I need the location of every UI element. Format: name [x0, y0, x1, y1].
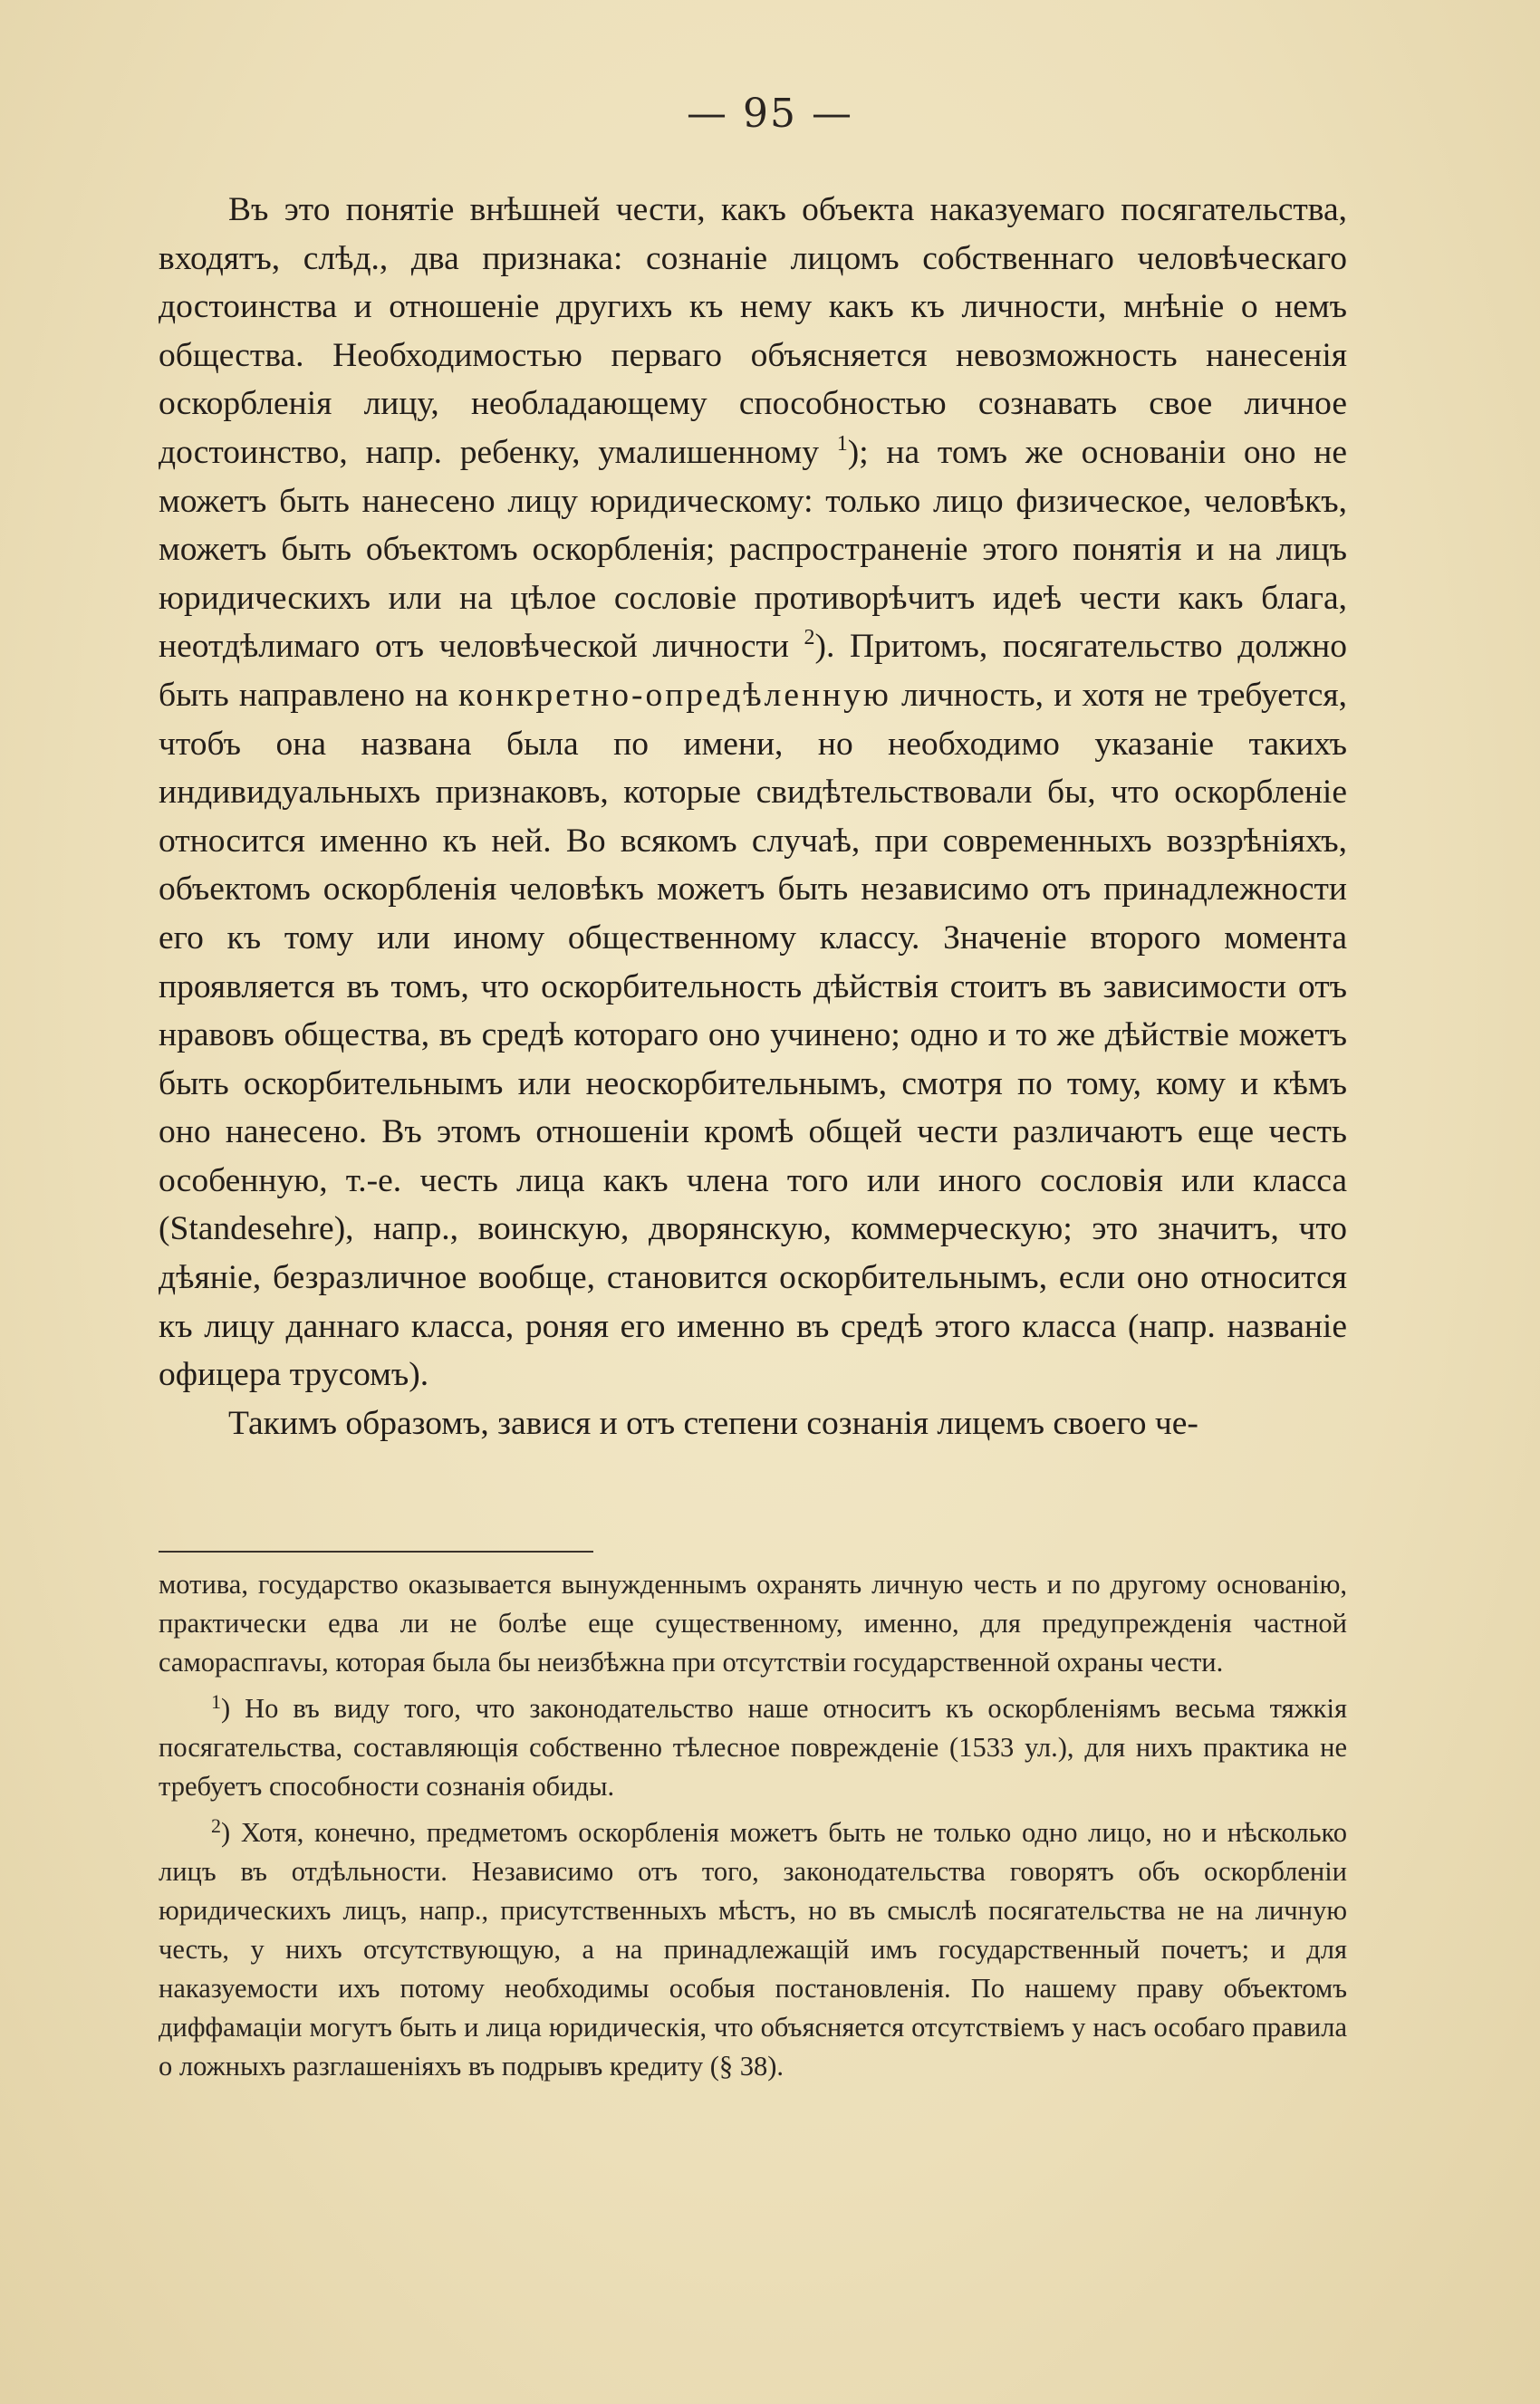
- footnote-continuation: мотива, государство оказывается вынужденнымъ охранять личную честь и по другому основанію, практически едва ли не болѣе еще существенному, именно, для предупрежденія частной самораспravы, которая была бы неизбѣжна при отсутствіи государственной охраны чести.: [159, 1569, 1347, 1678]
- footnote-2: [159, 1813, 1347, 2086]
- paragraph-text: ); на томъ же основаніи оно не можетъ быть нанесено лицу юридическому: только лицо физическое, человѣкъ, можетъ быть объектомъ оскорбленія; распространеніе этого понятія и на лицъ юридическихъ или на цѣлое сословіе противорѣчитъ идеѣ чести какъ блага, неотдѣлимаго отъ человѣческой личности: [159, 433, 1347, 666]
- paragraph-text: Въ это понятіе внѣшней чести, какъ объекта наказуемаго посягательства, входятъ, слѣд., два признака: сознаніе лицомъ собственнаго человѣческаго достоинства и отношеніе другихъ къ нему какъ къ личности, мнѣніе о немъ общества. Необходимостью перваго объясняется невозможность нанесенія оскорбленія лицу, необладающему способностью сознавать свое личное достоинство, напр. ребенку, умалишенному: [159, 191, 1347, 471]
- paragraph-text: личность, и хотя не требуется, чтобъ она названа была по имени, но необходимо указаніе такихъ индивидуальныхъ признаковъ, которые свидѣтельствовали бы, что оскорбленіе относится именно къ ней. Во всякомъ случаѣ, при современныхъ воззрѣніяхъ, объектомъ оскорбленія человѣкъ можетъ быть независимо отъ принадлежности его къ тому или иному общественному классу. Значеніе второго момента проявляется въ томъ, что оскорбительность дѣйствія стоитъ въ зависимости отъ нравовъ общества, въ средѣ котораго оно учинено; одно и то же дѣйствіе можетъ быть оскорбительнымъ или неоскорбительнымъ, смотря по тому, кому и кѣмъ оно нанесено. Въ этомъ отношеніи кромѣ общей чести различаютъ еще честь особенную, т.-е. честь лица какъ члена того или иного сословія или класса (: [159, 676, 1347, 1248]
- paragraph-text: ). Притомъ, посягательство должно быть направлено на: [159, 628, 1348, 714]
- footnote-text: ) Хотя, конечно, предметомъ оскорбленія можетъ быть не только одно лицо, но и нѣсколько лицъ въ отдѣльности. Независимо отъ того, законодательства говорятъ объ оскорбленіи юридическихъ лицъ, напр., присутственныхъ мѣстъ, но въ смыслѣ посягательства не на личную честь, у нихъ отсутствующую, а на принадлежащій имъ государственный почетъ; и для наказуемости ихъ потому необходимы особыя постановленія. По нашему праву объектомъ диффамаціи могутъ быть и лица юридическія, что объясняется отсутствіемъ у насъ особаго правила о ложныхъ разглашеніяхъ въ подрывъ кредиту (§ 38).: [159, 1817, 1347, 2082]
- footnote-ref: 1: [836, 431, 848, 456]
- footnote-divider: [159, 1551, 593, 1553]
- paragraph: Такимъ образомъ, завися и отъ степени сознанія лицемъ своего че-: [228, 1404, 1198, 1442]
- page-number: — 95 —: [687, 91, 853, 137]
- german-term: Standesehre: [169, 1210, 334, 1248]
- paragraph: [159, 186, 1347, 1399]
- footnote-mark: 1: [211, 1690, 221, 1713]
- footnote-ref: 2: [804, 626, 815, 650]
- paragraph-text: ), напр., воинскую, дворянскую, коммерческую; это значитъ, что дѣяніе, безразличное вообще, становится оскорбительнымъ, если оно относится къ лицу даннаго класса, роняя его именно въ средѣ этого класса (напр. названіе офицера трусомъ).: [159, 1210, 1347, 1394]
- footnote-text: ) Но въ виду того, что законодательство наше относитъ къ оскорбленіямъ весьма тяжкія посягательства, составляющія собственно тѣлесное поврежденіе (1533 ул.), для нихъ практика не требуетъ способности сознанія обиды.: [159, 1693, 1347, 1802]
- emphasized-text: конкретно-опредѣленную: [458, 676, 891, 714]
- footnotes: [159, 1565, 1347, 2086]
- footnote-mark: 2: [211, 1814, 221, 1837]
- footnote-1: [159, 1689, 1347, 1806]
- main-text: [159, 186, 1347, 1447]
